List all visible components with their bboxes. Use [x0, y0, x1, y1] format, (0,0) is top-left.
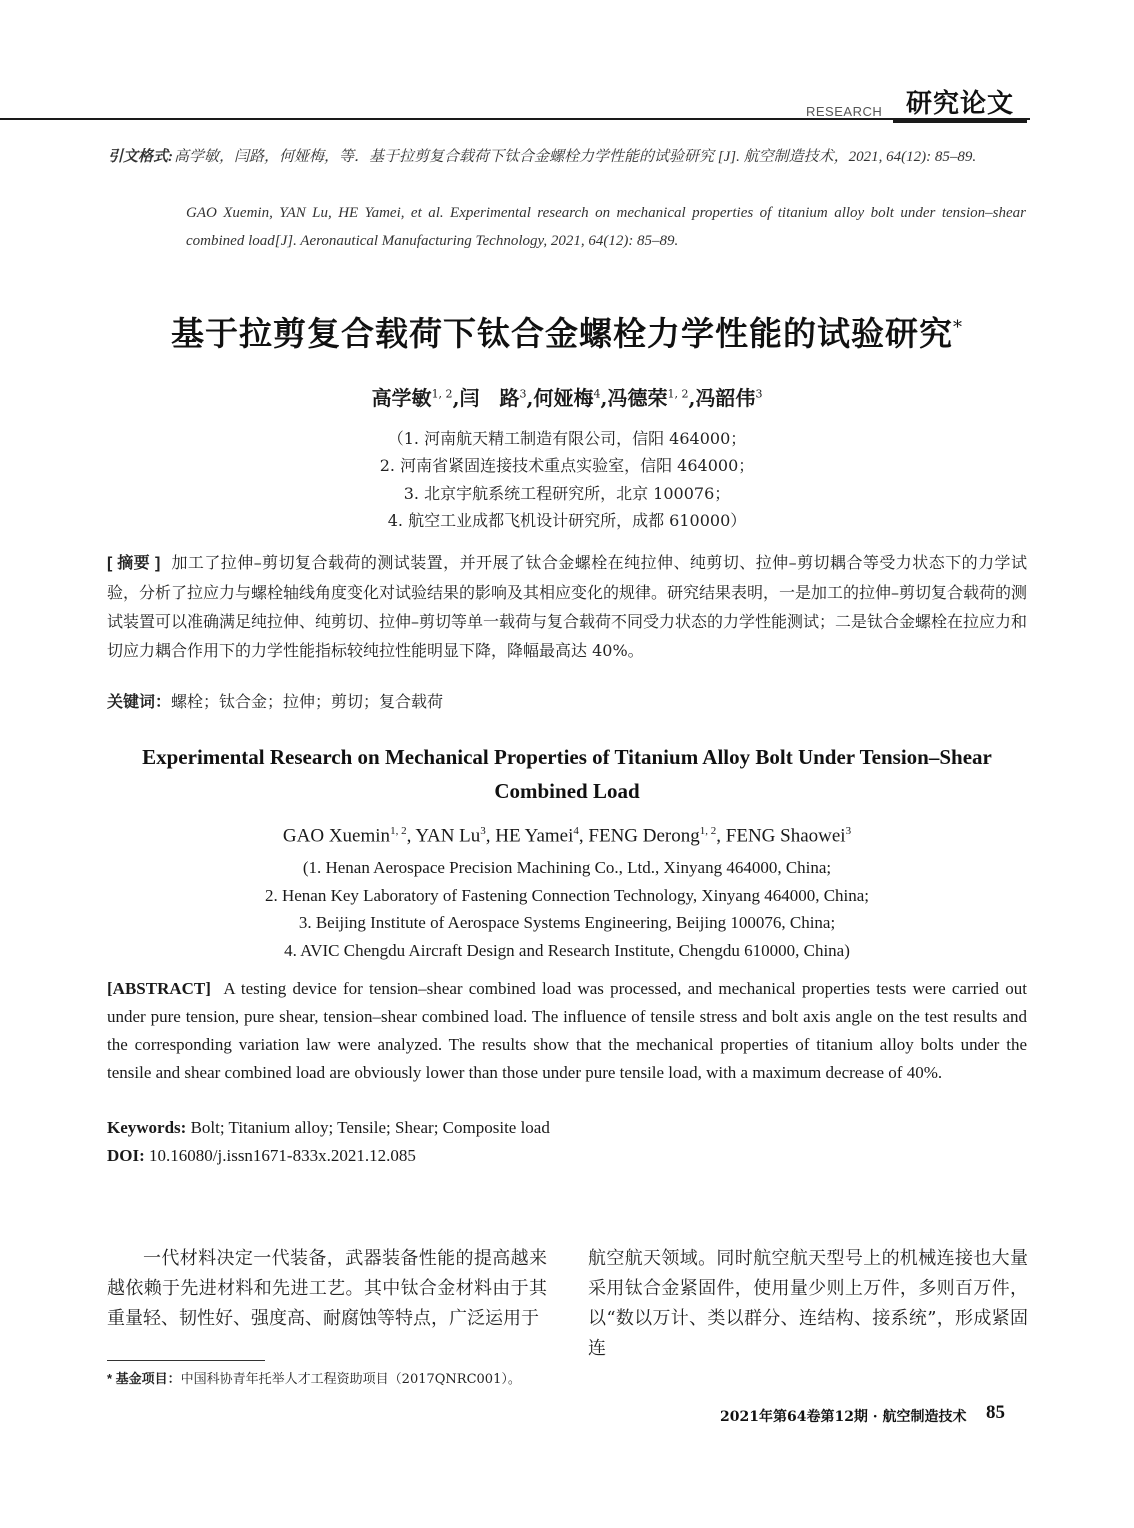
abstract-en	[107, 975, 1027, 1087]
en-author-name: FENG Derong	[588, 825, 700, 847]
en-author-name: HE Yamei	[495, 825, 574, 847]
paper-title-en: Experimental Research on Mechanical Properties of Titanium Alloy Bolt Under Tension–Shear Combined Load	[142, 745, 992, 803]
section-label-cn: 研究论文	[906, 89, 1015, 119]
cn-author-name: 高学敏	[371, 386, 432, 410]
abstract-cn	[107, 548, 1027, 665]
citation-en: GAO Xuemin, YAN Lu, HE Yamei, et al. Experimental research on mechanical properties of titanium alloy bolt under tension–shear combined load[J]. Aeronautical Manufacturing Technology, 2021, 64(12): 85–89.	[186, 205, 1026, 249]
en-author-affiliation-mark: 3	[480, 825, 486, 837]
section-label-en: RESEARCH	[806, 104, 883, 119]
en-author-affiliation-mark: 4	[573, 825, 579, 837]
footnote-text: 中国科协青年托举人才工程资助项目（2017QNRC001）。	[180, 1372, 521, 1387]
page-number: 85	[986, 1402, 1005, 1423]
affiliation-cn-4: 4. 航空工业成都飞机设计研究所，成都 610000）	[387, 511, 747, 530]
en-author-affiliation-mark: 1, 2	[699, 825, 717, 837]
cn-author-affiliation-mark: 3	[519, 387, 527, 401]
affiliation-en-3: 3. Beijing Institute of Aerospace Systems Engineering, Beijing 100076, China;	[298, 913, 836, 932]
en-author-separator: ,	[716, 825, 726, 847]
affiliation-cn-1: （1. 河南航天精工制造有限公司，信阳 464000；	[387, 429, 747, 448]
affiliation-en-1: (1. Henan Aerospace Precision Machining Co., Ltd., Xinyang 464000, China;	[302, 858, 832, 877]
cn-author-separator: ,	[600, 386, 608, 410]
body-column-left: 一代材料决定一代装备，武器装备性能的提高越来越依赖于先进材料和先进工艺。其中钛合金材料由于其重量轻、韧性好、强度高、耐腐蚀等特点，广泛运用于	[107, 1248, 547, 1329]
en-author-name: YAN Lu	[415, 825, 481, 847]
cn-author-affiliation-mark: 1, 2	[431, 387, 453, 401]
en-author-name: FENG Shaowei	[725, 825, 846, 847]
cn-author-affiliation-mark: 4	[593, 387, 601, 401]
cn-author-name: 冯韶伟	[695, 386, 756, 410]
doi	[107, 1142, 416, 1170]
citation-label: 引文格式:	[108, 149, 173, 165]
en-author-name: GAO Xuemin	[282, 825, 391, 847]
abstract-en-label: [ABSTRACT]	[107, 979, 211, 998]
keywords-en-label: Keywords:	[107, 1118, 187, 1137]
affiliation-cn-3: 3. 北京宇航系统工程研究所，北京 100076；	[403, 484, 731, 503]
en-author-affiliation-mark: 3	[845, 825, 852, 837]
doi-text: 10.16080/j.issn1671-833x.2021.12.085	[149, 1146, 416, 1165]
keywords-cn-label: 关键词：	[107, 694, 172, 711]
cn-author-affiliation-mark: 1, 2	[667, 387, 689, 401]
authors-en	[0, 825, 1134, 847]
cn-author-name: 闫 路	[459, 386, 520, 410]
cn-author-separator: ,	[452, 386, 460, 410]
abstract-en-text: A testing device for tension–shear combined load was processed, and mechanical properties tests were carried out under pure tension, pure shear, tension–shear combined load. The influence of tensile stress and bolt axis angle on the test results and the corresponding variation law were analyzed. The results show that the mechanical properties of titanium alloy bolts under the tensile and shear combined load are obviously lower than those under pure tensile load, with a maximum decrease of 40%.	[107, 979, 1027, 1082]
cn-author-separator: ,	[526, 386, 534, 410]
affiliation-en-4: 4. AVIC Chengdu Aircraft Design and Research Institute, Chengdu 610000, China)	[284, 941, 850, 960]
en-author-separator: ,	[406, 825, 416, 847]
cn-author-name: 何娅梅	[533, 386, 594, 410]
cn-author-affiliation-mark: 3	[755, 387, 763, 401]
keywords-en-text: Bolt; Titanium alloy; Tensile; Shear; Composite load	[190, 1118, 550, 1137]
citation-cn: 高学敏，闫路，何娅梅，等．基于拉剪复合载荷下钛合金螺栓力学性能的试验研究 [J]. 航空制造技术，2021, 64(12): 85–89.	[174, 149, 977, 165]
footnote	[107, 1368, 521, 1387]
paper-title-cn	[0, 308, 1134, 355]
cn-author-name: 冯德荣	[607, 386, 668, 410]
doi-label: DOI:	[107, 1146, 145, 1165]
keywords-cn-text: 螺栓；钛合金；拉伸；剪切；复合载荷	[171, 692, 444, 711]
affiliation-en-2: 2. Henan Key Laboratory of Fastening Connection Technology, Xinyang 464000, China;	[264, 886, 870, 905]
title-text: 基于拉剪复合载荷下钛合金螺栓力学性能的试验研究	[171, 314, 953, 353]
en-author-separator: ,	[578, 825, 589, 847]
abstract-cn-text: 加工了拉伸–剪切复合载荷的测试装置，并开展了钛合金螺栓在纯拉伸、纯剪切、拉伸–剪切耦合等受力状态下的力学试验，分析了拉应力与螺栓轴线角度变化对试验结果的影响及其相应变化的规律。研究结果表明，一是加工的拉伸–剪切复合载荷的测试装置可以准确满足纯拉伸、纯剪切、拉伸–剪切等单一载荷与复合载荷不同受力状态的力学性能测试；二是钛合金螺栓在拉应力和切应力耦合作用下的力学性能指标较纯拉性能明显下降，降幅最高达 40%。	[107, 553, 1028, 660]
keywords-en	[107, 1114, 550, 1142]
cn-author-separator: ,	[688, 386, 696, 410]
title-footnote-mark: *	[953, 317, 963, 338]
footer-journal: 2021年第64卷第12期 · 航空制造技术	[720, 1409, 967, 1425]
affiliation-cn-2: 2. 河南省紧固连接技术重点实验室，信阳 464000；	[379, 456, 755, 475]
body-column-right: 航空航天领域。同时航空航天型号上的机械连接也大量采用钛合金紧固件，使用量少则上万件，多则百万件，以“数以万计、类以群分、连结构、接系统”，形成紧固连	[588, 1248, 1028, 1359]
authors-cn	[0, 382, 1134, 411]
en-author-separator: ,	[485, 825, 496, 847]
keywords-cn	[107, 687, 1027, 717]
footnote-label: * 基金项目：	[107, 1371, 181, 1386]
abstract-cn-label: [ 摘要 ]	[107, 555, 161, 572]
footnote-rule	[107, 1360, 265, 1361]
en-author-affiliation-mark: 1, 2	[390, 825, 407, 837]
